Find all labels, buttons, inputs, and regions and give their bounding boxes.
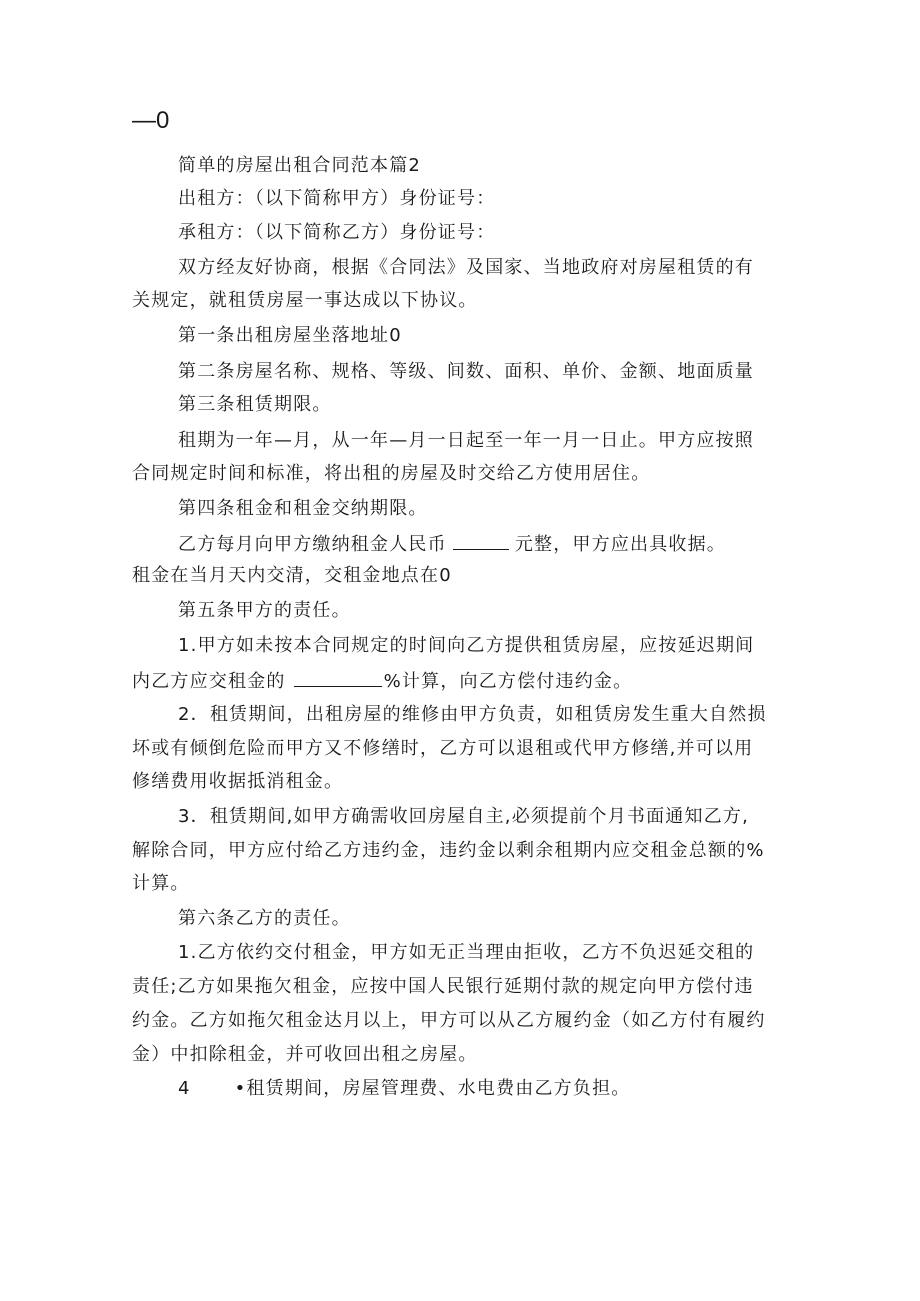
a6-clause-1-line-3: 约金。乙方如拖欠租金达月以上，甲方可以从乙方履约金（如乙方付有履约 [132,1010,766,1031]
intro-line-2: 关规定，就租赁房屋一事达成以下协议。 [132,290,478,311]
article-1: 第一条出租房屋坐落地址0 [178,325,402,346]
a5-clause-3-line-3: 计算。 [132,873,190,894]
a6-clause-4 [178,1077,630,1101]
rent-line-1 [178,531,726,557]
rent-line-1-post: 元整，甲方应出具收据。 [514,534,727,555]
penalty-rate-blank [294,668,382,687]
article-3: 第三条租赁期限。 [178,394,332,415]
a5-clause-1-line-2-pre: 内乙方应交租金的 [132,671,286,692]
article-4: 第四条租金和租金交纳期限。 [178,498,428,519]
a5-clause-2-line-2: 坏或有倾倒危险而甲方又不修缮时，乙方可以退租或代甲方修缮,并可以用 [132,738,754,759]
article-2: 第二条房屋名称、规格、等级、间数、面积、单价、金额、地面质量 [178,361,754,382]
document-title: 简单的房屋出租合同范本篇2 [178,155,422,176]
a5-clause-2-line-3: 修缮费用收据抵消租金。 [132,771,344,792]
a6-clause-4-number: 4 [178,1078,191,1099]
header-mark: —0 [132,107,170,134]
a6-clause-1-line-4: 金）中扣除租金，并可收回出租之房屋。 [132,1044,478,1065]
term-line-2: 合同规定时间和标准，将出租的房屋及时交给乙方使用居住。 [132,463,651,484]
a6-clause-1-line-2: 责任;乙方如果拖欠租金，应按中国人民银行延期付款的规定向甲方偿付违 [132,976,754,997]
a6-clause-1-line-1: 1.乙方依约交付租金，甲方如无正当理由拒收，乙方不负迟延交租的 [178,942,755,963]
a5-clause-1-line-2 [132,668,632,694]
article-6: 第六条乙方的责任。 [178,908,351,929]
article-5: 第五条甲方的责任。 [178,600,351,621]
rent-line-2: 租金在当月天内交清，交租金地点在0 [132,565,452,586]
a6-clause-4-text: •租赁期间，房屋管理费、水电费由乙方负担。 [234,1078,631,1099]
a5-clause-1-line-2-post: %计算，向乙方偿付违约金。 [383,671,633,692]
rent-line-1-pre: 乙方每月向甲方缴纳租金人民币 [178,534,447,555]
lessee-line: 承租方：（以下简称乙方）身份证号： [178,222,496,243]
a5-clause-3-line-1: 3．租赁期间,如甲方确需收回房屋自主,必须提前个月书面通知乙方, [178,806,750,827]
lessor-line: 出租方：（以下简称甲方）身份证号： [178,188,496,209]
rent-amount-blank [453,531,509,550]
a5-clause-3-line-2: 解除合同，甲方应付给乙方违约金，违约金以剩余租期内应交租金总额的% [132,840,765,861]
term-line-1: 租期为一年—月，从一年—月一日起至一年一月一日止。甲方应按照 [178,430,754,451]
a5-clause-1-line-1: 1.甲方如未按本合同规定的时间向乙方提供租赁房屋，应按延迟期间 [178,635,755,656]
intro-line-1: 双方经友好协商，根据《合同法》及国家、当地政府对房屋租赁的有 [178,257,754,278]
a5-clause-2-line-1: 2．租赁期间，出租房屋的维修由甲方负责，如租赁房发生重大自然损 [178,704,767,725]
